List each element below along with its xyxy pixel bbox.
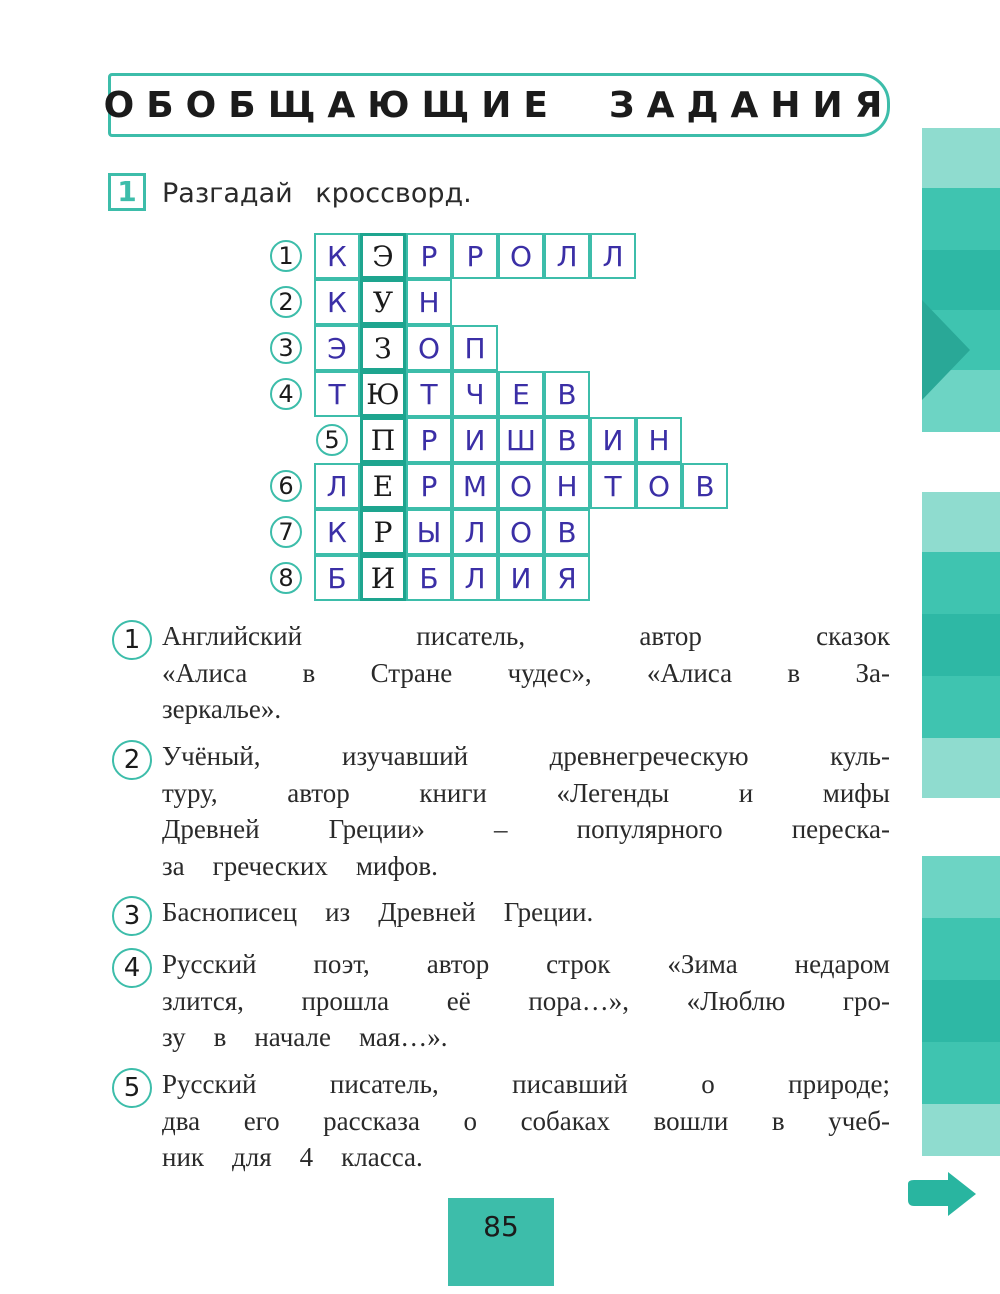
clue-number: 5 — [112, 1068, 152, 1108]
crossword-cell: Ч — [452, 371, 498, 417]
clue-word: класса. — [341, 1142, 423, 1172]
clue-text-line — [162, 946, 890, 982]
clue-word: недаром — [794, 949, 890, 979]
clue-word: в — [787, 657, 801, 688]
clue-word: его — [243, 1105, 280, 1136]
clue-text-line — [162, 1139, 890, 1175]
clue-word: ник — [162, 1142, 205, 1172]
crossword-key-cell: П — [360, 417, 406, 463]
clue-word: Русский — [162, 1069, 257, 1099]
crossword-cell: Т — [406, 371, 452, 417]
clue-word: писавший — [512, 1069, 628, 1099]
clue-text-line — [162, 655, 890, 691]
clue-word: прошла — [301, 985, 390, 1016]
crossword-key-cell: Р — [360, 509, 406, 555]
clue-text-line — [162, 775, 890, 811]
clue-word: собаках — [520, 1105, 610, 1136]
clue-text-line — [162, 738, 890, 774]
crossword-cell: Л — [452, 555, 498, 601]
crossword-cell: Р — [406, 233, 452, 279]
clue-word: мифов. — [355, 850, 438, 881]
clue-text-line — [162, 894, 890, 930]
clue-word: Баснописец — [162, 897, 298, 927]
clue-word: чудес», — [507, 657, 592, 688]
crossword-cell: Н — [406, 279, 452, 325]
clue-number: 3 — [112, 896, 152, 936]
clue-word: 4 — [299, 1142, 314, 1172]
clue-word: вошли — [653, 1105, 729, 1136]
crossword-cell: Б — [314, 555, 360, 601]
crossword-cell: М — [452, 463, 498, 509]
clue-number: 1 — [112, 620, 152, 660]
crossword-row-number: 5 — [316, 424, 348, 456]
crossword-cell: Б — [406, 555, 452, 601]
task-number: 1 — [108, 173, 146, 211]
crossword-cell: О — [636, 463, 682, 509]
crossword-row-number: 8 — [270, 562, 302, 594]
clue-word: учеб- — [828, 1105, 890, 1136]
clue-word: писатель, — [329, 1069, 439, 1099]
crossword-key-cell: Ю — [360, 371, 406, 417]
crossword-cell: И — [452, 417, 498, 463]
crossword-cell: Л — [544, 233, 590, 279]
clue-word: «Зима — [667, 949, 738, 979]
clue-text-line — [162, 691, 890, 727]
clue-word: злится, — [162, 985, 244, 1016]
crossword-cell: Н — [544, 463, 590, 509]
clue-text-line — [162, 983, 890, 1019]
clue-text-line — [162, 1066, 890, 1102]
crossword-cell: В — [544, 509, 590, 555]
clue-word: автор — [287, 777, 350, 808]
crossword-cell: И — [498, 555, 544, 601]
clue-word: мифы — [822, 777, 890, 808]
crossword-cell: Ы — [406, 509, 452, 555]
crossword-cell: Р — [406, 463, 452, 509]
clue-word: Русский — [162, 949, 257, 979]
clue-word: автор — [639, 621, 702, 651]
crossword-cell: О — [406, 325, 452, 371]
clue-word: куль- — [830, 741, 890, 771]
crossword-row-number: 1 — [270, 240, 302, 272]
crossword-cell: К — [314, 509, 360, 555]
clue-word: Стране — [370, 657, 453, 688]
clue-word: для — [232, 1142, 272, 1172]
clue-word: и — [738, 777, 754, 808]
clue-word: туру, — [162, 777, 218, 808]
crossword-cell: В — [544, 417, 590, 463]
crossword-cell: Л — [314, 463, 360, 509]
clue-word: пора…», — [528, 985, 630, 1016]
crossword-cell: Э — [314, 325, 360, 371]
crossword-cell: Т — [314, 371, 360, 417]
crossword-cell: Е — [498, 371, 544, 417]
crossword-key-cell: З — [360, 325, 406, 371]
clue-word: о — [701, 1069, 715, 1099]
clue-word: два — [162, 1105, 201, 1136]
crossword-cell: О — [498, 233, 544, 279]
crossword-cell: Я — [544, 555, 590, 601]
clue-word: «Алиса — [646, 657, 733, 688]
clue-word: в — [213, 1022, 227, 1052]
section-title-box — [103, 73, 895, 137]
page-number: 85 — [448, 1198, 554, 1286]
clue-word: Греции. — [503, 897, 594, 927]
clue-word: – — [494, 814, 508, 844]
clue-word: зу — [162, 1022, 186, 1052]
clue-word: поэт, — [313, 949, 370, 979]
clue-word: начале — [254, 1022, 331, 1052]
clue-word: строк — [546, 949, 611, 979]
clue-word: в — [771, 1105, 785, 1136]
clue-word: Английский — [162, 621, 303, 651]
clue-word: древнегреческую — [549, 741, 749, 771]
crossword-cell: Т — [590, 463, 636, 509]
task-text: Разгадай кроссворд. — [162, 178, 472, 209]
crossword-key-cell: У — [360, 279, 406, 325]
clue-word: из — [325, 897, 351, 927]
clue-word: «Алиса — [162, 657, 248, 688]
clue-text-line — [162, 811, 890, 847]
crossword-cell: Ш — [498, 417, 544, 463]
clue-number: 4 — [112, 948, 152, 988]
clue-word: зеркалье». — [162, 694, 282, 724]
clue-number: 2 — [112, 740, 152, 780]
clue-word: в — [302, 657, 316, 688]
clue-text-line — [162, 1103, 890, 1139]
strip-arrow-shape — [922, 300, 972, 400]
crossword-cell: Н — [636, 417, 682, 463]
crossword-row-number: 4 — [270, 378, 302, 410]
clue-word: Греции» — [328, 814, 425, 844]
crossword-cell: Л — [452, 509, 498, 555]
clue-word: «Легенды — [556, 777, 670, 808]
crossword-key-cell: Е — [360, 463, 406, 509]
crossword-row-number: 3 — [270, 332, 302, 364]
crossword-cell: И — [590, 417, 636, 463]
crossword-cell: В — [682, 463, 728, 509]
clue-word: сказок — [816, 621, 890, 651]
clue-text-line — [162, 1019, 890, 1055]
crossword-cell: О — [498, 509, 544, 555]
clue-text-line — [162, 848, 890, 884]
crossword-row-number: 7 — [270, 516, 302, 548]
clue-word: Древней — [378, 897, 476, 927]
clue-word: писатель, — [416, 621, 526, 651]
clue-word: автор — [426, 949, 490, 979]
clue-text-line — [162, 618, 890, 654]
clue-word: гро- — [842, 985, 890, 1016]
clue-word: «Люблю — [686, 985, 786, 1016]
next-page-arrow-icon — [904, 1172, 980, 1216]
clue-word: природе; — [788, 1069, 890, 1099]
clue-word: За- — [855, 657, 890, 688]
section-title: ОБОБЩАЮЩИЕ ЗАДАНИЯ — [103, 84, 895, 126]
crossword-cell: Л — [590, 233, 636, 279]
clue-word: её — [446, 985, 471, 1016]
clue-word: переска- — [791, 814, 890, 844]
crossword-row-number: 2 — [270, 286, 302, 318]
clue-word: изучавший — [342, 741, 469, 771]
crossword-cell: О — [498, 463, 544, 509]
crossword-row-number: 6 — [270, 470, 302, 502]
crossword-key-cell: Э — [360, 233, 406, 279]
clue-word: книги — [419, 777, 487, 808]
clue-word: популярного — [576, 814, 723, 844]
crossword-cell: Р — [452, 233, 498, 279]
clue-word: о — [463, 1105, 477, 1136]
clue-word: за — [162, 850, 185, 881]
clue-word: Учёный, — [162, 741, 261, 771]
crossword-key-cell: И — [360, 555, 406, 601]
crossword-cell: В — [544, 371, 590, 417]
crossword-cell: П — [452, 325, 498, 371]
clue-word: греческих — [212, 850, 328, 881]
clue-word: Древней — [162, 814, 260, 844]
clue-word: рассказа — [323, 1105, 420, 1136]
crossword-cell: К — [314, 279, 360, 325]
clue-word: мая…». — [358, 1022, 448, 1052]
crossword-cell: Р — [406, 417, 452, 463]
crossword-cell: К — [314, 233, 360, 279]
